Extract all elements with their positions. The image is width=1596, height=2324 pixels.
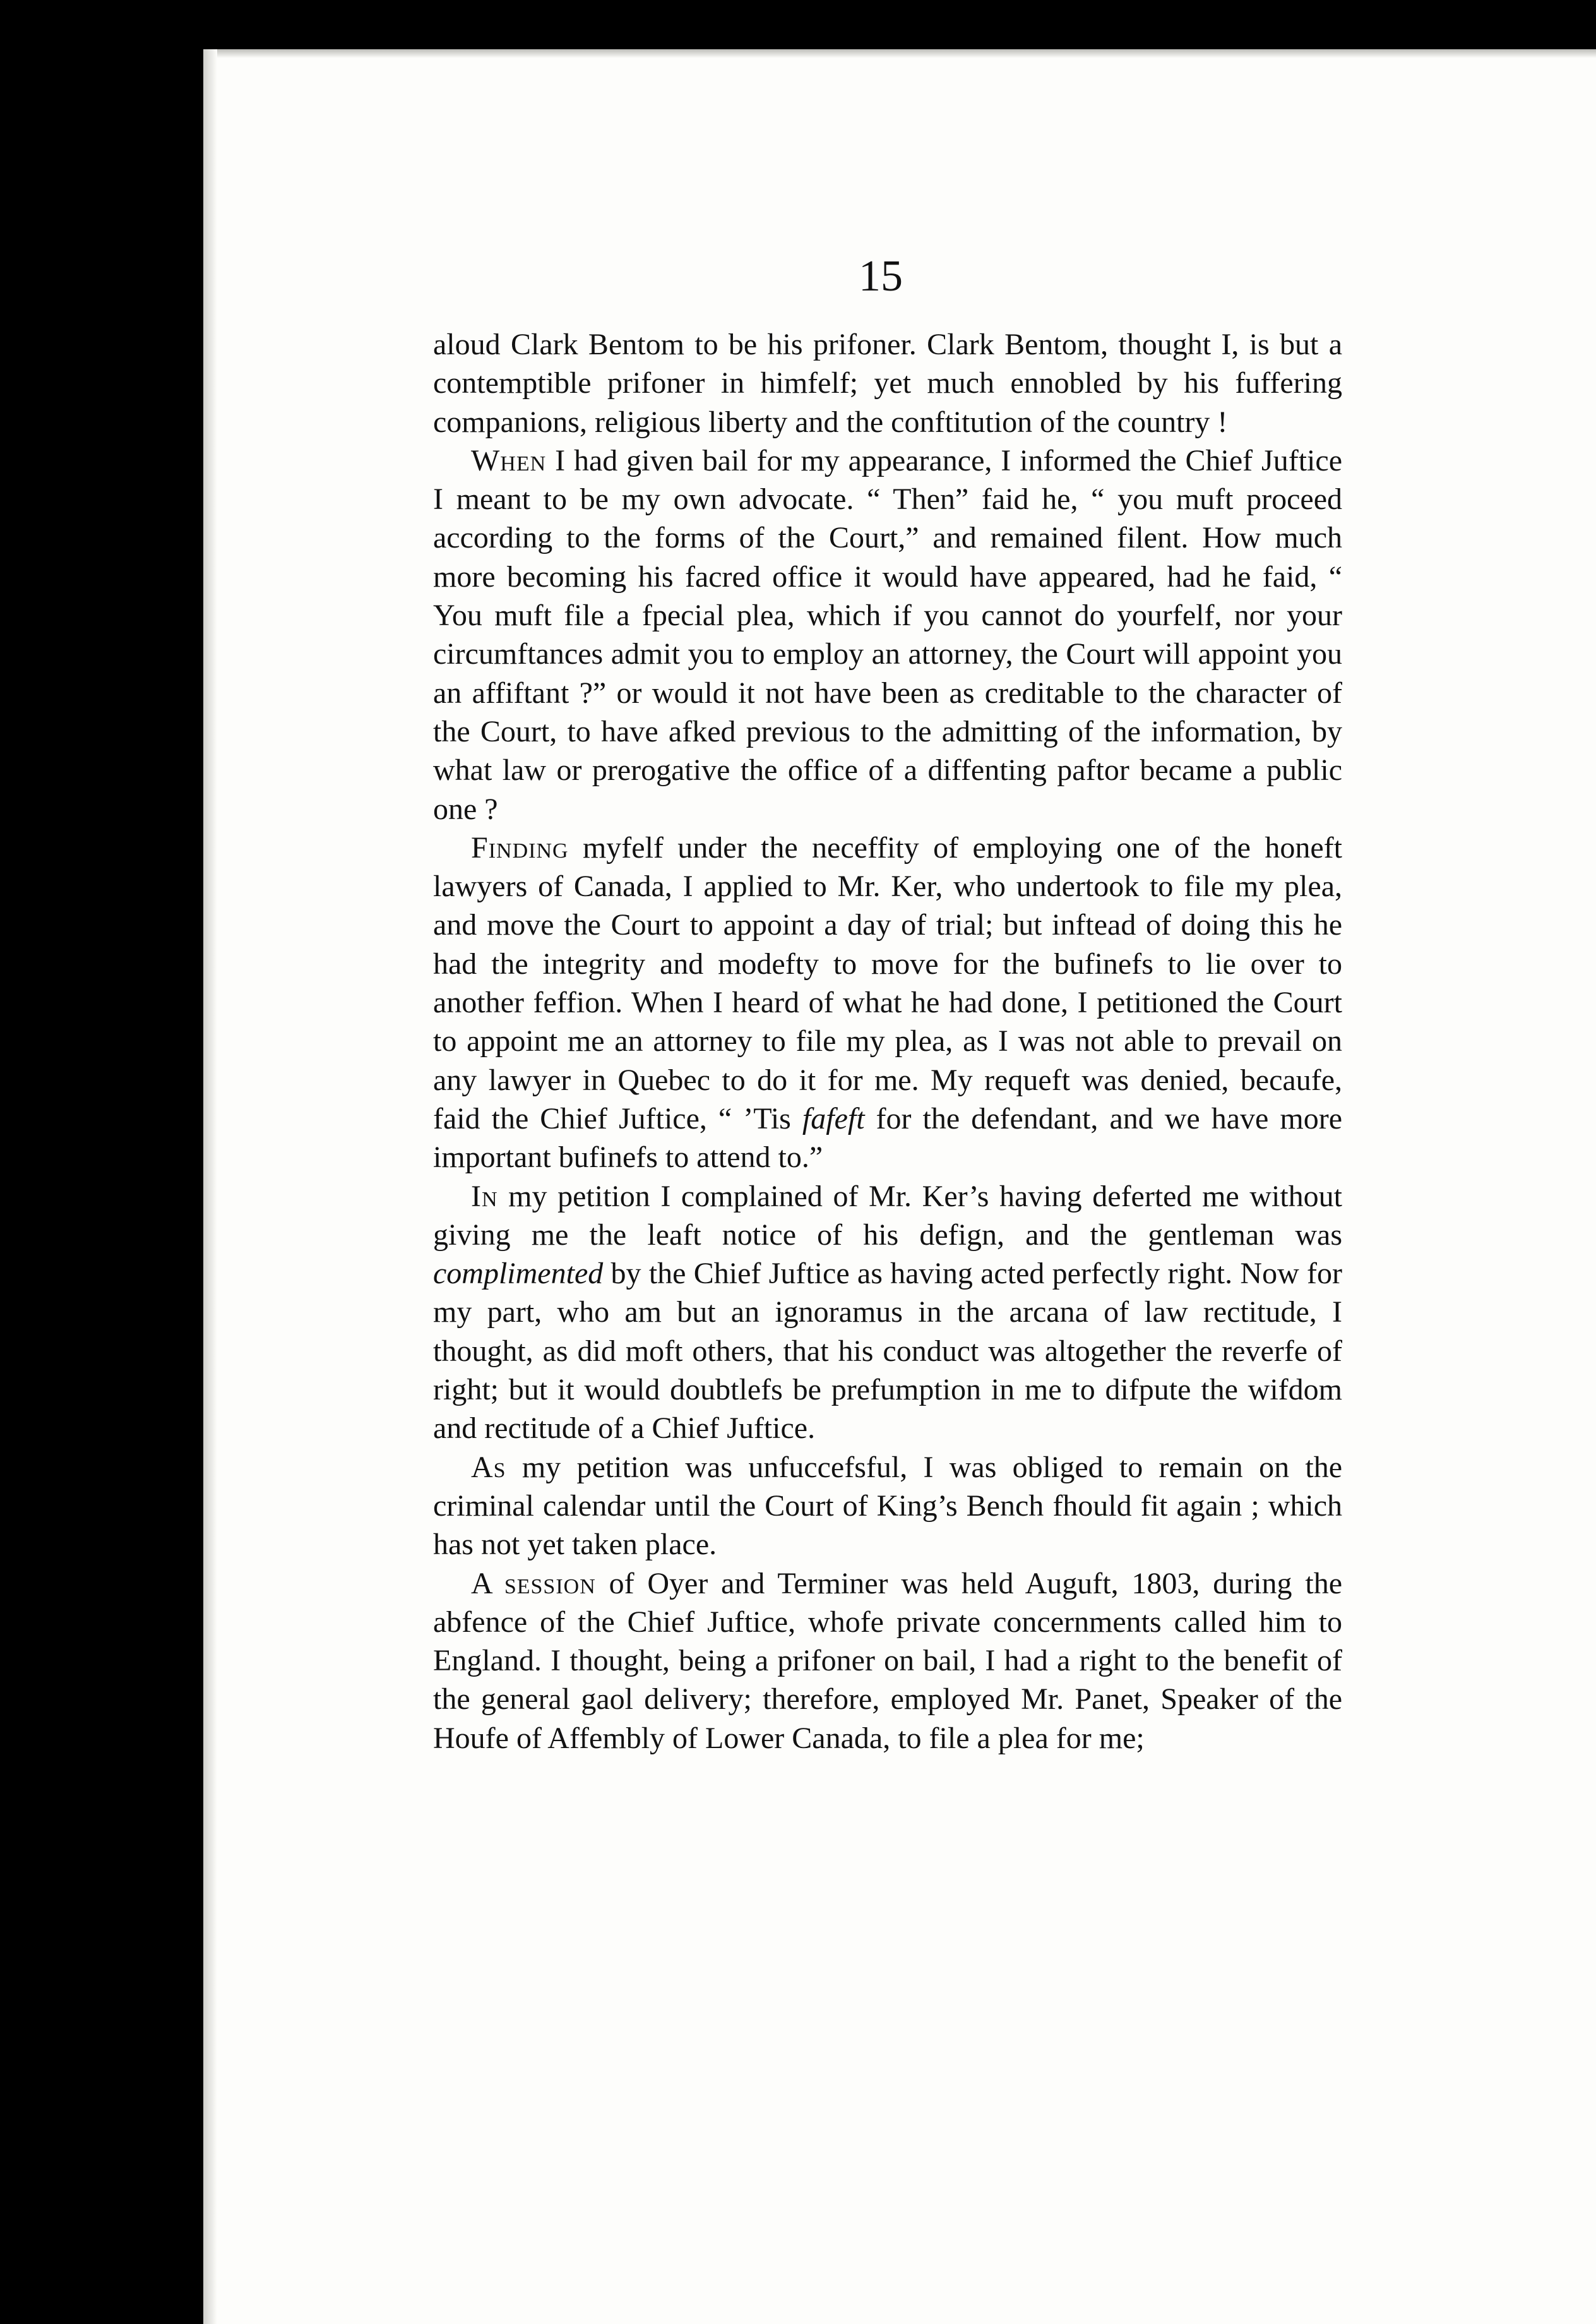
body-text [433,325,1342,1758]
paragraph-opening-word: As [471,1450,506,1484]
paragraph-text: myfelf under the neceffity of employing one of the honeft lawyers of Canada, I applied to Mr. Ker, who undertook to file my plea, and move the Court to appoint a day of trial; but inftead of doing this he had the integrity and modefty to move for the bufinefs to lie over to another feffion. When I heard of what he had done, I petitioned the Court to appoint me an attorney to file my plea, as I was not able to prevail on any lawyer in Quebec to do it for me. My requeft was denied, becaufe, faid the Chief Juftice, “ ’Tis [433,830,1342,1135]
paragraph-text: by the Chief Juftice as having acted perfectly right. Now for my part, who am but an ignoramus in the arcana of law rectitude, I thought, as did moft others, that his conduct was altogether the reverfe of right; but it would doubtlefs be prefumption in me to difpute the wifdom and rectitude of a Chief Juftice. [433,1257,1342,1446]
paragraph-opening-word: When [471,443,547,477]
paragraph [433,1177,1342,1448]
paragraph-text: of Oyer and Terminer was held Auguft, 1803, during the abfence of the Chief Juftice, whofe private concernments called him to England. I thought, being a prifoner on bail, I had a right to the benefit of the general gaol delivery; therefore, employed Mr. Panet, Speaker of the Houfe of Affembly of Lower Canada, to file a plea for me; [433,1566,1342,1755]
paragraph-text: for the defendant, and we have more important bufinefs to attend to.” [433,1101,1342,1175]
italic-word: fafeft [802,1101,865,1135]
paragraph [433,441,1342,829]
paragraph-text: A [471,1566,504,1600]
paragraph [433,1448,1342,1564]
paragraph-text: I had given bail for my appearance, I informed the Chief Juftice I meant to be my own advocate. “ Then” faid he, “ you muft proceed according to the forms of the Court,” and remained filent. How much more becoming his facred office it would have appeared, had he faid, “ You muft file a fpecial plea, which if you cannot do yourfelf, nor your circumftances admit you to employ an attorney, the Court will appoint you an affiftant ?” or would it not have been as creditable to the character of the Court, to have afked previous to the admitting of the information, by what law or prerogative the office of a diffenting paftor became a public one ? [433,443,1342,826]
paragraph-text: aloud Clark Bentom to be his prifoner. Clark Bentom, thought I, is but a contemptible prifoner in himfelf; yet much ennobled by his fuffering companions, religious liberty and the conftitution of the country ! [433,328,1342,439]
paragraph [433,1564,1342,1758]
paragraph-opening-word: In [471,1179,498,1213]
page-top-edge-shadow [203,49,1596,58]
page-number: 15 [859,252,903,301]
paragraph [433,829,1342,1177]
paragraph-opening-word: session [504,1566,596,1600]
paragraph [433,325,1342,441]
paragraph-opening-word: Finding [471,830,569,865]
page-gutter-shadow [203,49,217,2324]
italic-word: complimented [433,1257,604,1291]
paragraph-text: my petition was unfuccefsful, I was obliged to remain on the criminal calendar until the Court of King’s Bench fhould fit again ; which has not yet taken place. [433,1450,1342,1562]
paragraph-text: my petition I complained of Mr. Ker’s having deferted me without giving me the leaft notice of his defign, and the gentleman was [433,1179,1342,1252]
